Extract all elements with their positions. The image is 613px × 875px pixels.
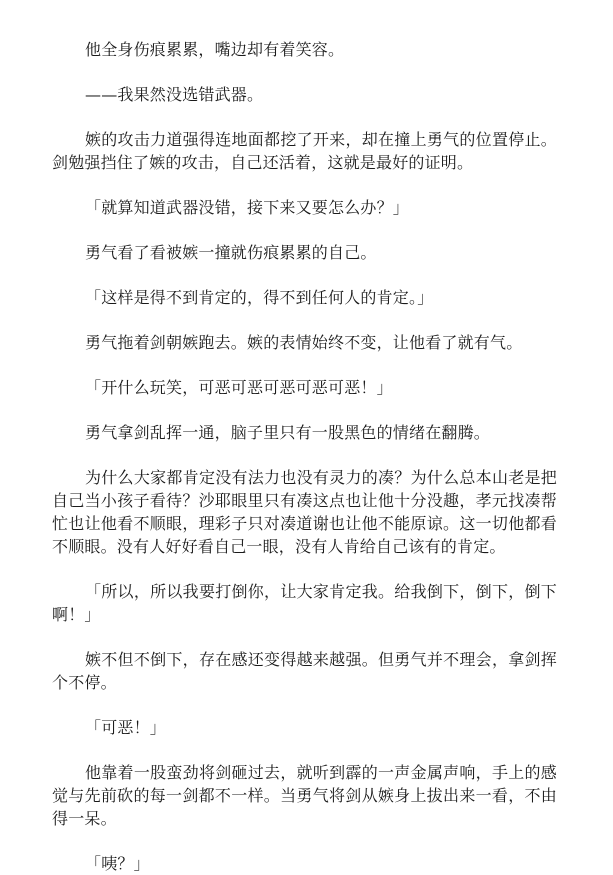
dialogue-line: 「这样是得不到肯定的，得不到任何人的肯定。」 — [85, 288, 434, 307]
book-page — [52, 38, 557, 875]
paragraph: 嫉的攻击力道强得连地面都挖了开来，却在撞上勇气的位置停止。剑勉强挡住了嫉的攻击，自己还活着，这就是最好的证明。 — [52, 130, 557, 172]
dialogue-line: 「可恶！」 — [85, 718, 167, 737]
dialogue-line: 「就算知道武器没错，接下来又要怎么办？」 — [85, 198, 410, 217]
dialogue-line: 「所以，所以我要打倒你，让大家肯定我。给我倒下，倒下，倒下啊！」 — [52, 582, 557, 624]
paragraph: 勇气看了看被嫉一撞就伤痕累累的自己。 — [85, 243, 377, 262]
paragraph: 嫉不但不倒下，存在感还变得越来越强。但勇气并不理会，拿剑挥个不停。 — [52, 650, 557, 692]
paragraph: 他靠着一股蛮劲将剑砸过去，就听到霹的一声金属声响，手上的感觉与先前砍的每一剑都不一样。当勇气将剑从嫉身上拔出来一看，不由得一呆。 — [52, 763, 557, 828]
dialogue-line: 「开什么玩笑，可恶可恶可恶可恶可恶！」 — [85, 378, 393, 397]
paragraph: 勇气拿剑乱挥一通，脑子里只有一股黑色的情绪在翻腾。 — [85, 423, 491, 442]
dialogue-line: 「咦？」 — [85, 854, 150, 873]
paragraph: 为什么大家都肯定没有法力也没有灵力的凑？为什么总本山老是把自己当小孩子看待？沙耶眼里只有凑这点也让他十分没趣，孝元找凑帮忙也让他看不顺眼，理彩子只对凑道谢也让他不能原谅。这一切他都看不顺眼。没有人好好看自己一眼，没有人肯给自己该有的肯定。 — [52, 468, 557, 556]
paragraph: 他全身伤痕累累，嘴边却有着笑容。 — [85, 40, 345, 59]
paragraph: 勇气拖着剑朝嫉跑去。嫉的表情始终不变，让他看了就有气。 — [85, 333, 523, 352]
paragraph: ——我果然没选错武器。 — [85, 85, 264, 104]
